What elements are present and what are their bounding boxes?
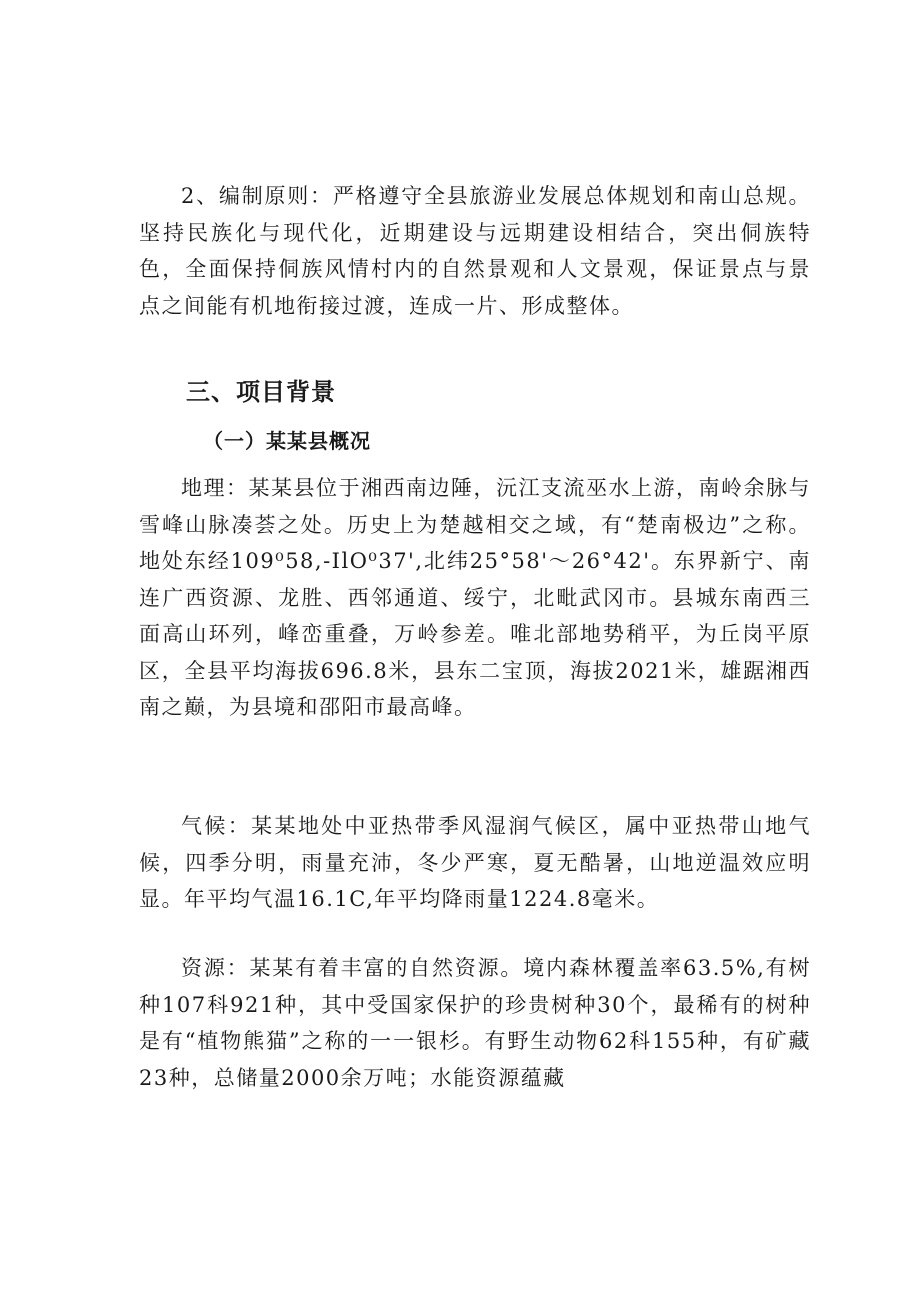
resources-paragraph: 资源：某某有着丰富的自然资源。境内森林覆盖率63.5%,有树种107科921种，其中受国家保护的珍贵树种30个，最稀有的树种是有“植物熊猫”之称的一一银杉。有野生动物62科155种，有矿藏23种，总储量2000余万吨；水能资源蕴藏 [139, 956, 811, 1090]
compilation-principles-paragraph: 2、编制原则：严格遵守全县旅游业发展总体规划和南山总规。坚持民族化与现代化，近期建设与远期建设相结合，突出侗族特色，全面保持侗族风情村内的自然景观和人文景观，保证景点与景点之间能有机地衔接过渡，连成一片、形成整体。 [139, 184, 811, 318]
climate-paragraph: 气候：某某地处中亚热带季风湿润气候区，属中亚热带山地气候，四季分明，雨量充沛，冬少严寒，夏无酷暑，山地逆温效应明显。年平均气温16.1C,年平均降雨量1224.8毫米。 [139, 814, 811, 911]
subsection-heading: （一）某某县概况 [203, 429, 371, 453]
section-heading: 三、项目背景 [186, 378, 336, 406]
geography-paragraph: 地理：某某县位于湘西南边陲，沅江支流巫水上游，南岭余脉与雪峰山脉凑荟之处。历史上为楚越相交之域，有“楚南极边”之称。地处东经109⁰58,-IlO⁰37',北纬25°58'～26°42'。东界新宁、南连广西资源、龙胜、西邻通道、绥宁，北毗武冈市。县城东南西三面高山环列，峰峦重叠，万岭参差。唯北部地势稍平，为丘岗平原区，全县平均海拔696.8米，县东二宝顶，海拔2021米，雄踞湘西南之巅，为县境和邵阳市最高峰。 [139, 476, 811, 719]
